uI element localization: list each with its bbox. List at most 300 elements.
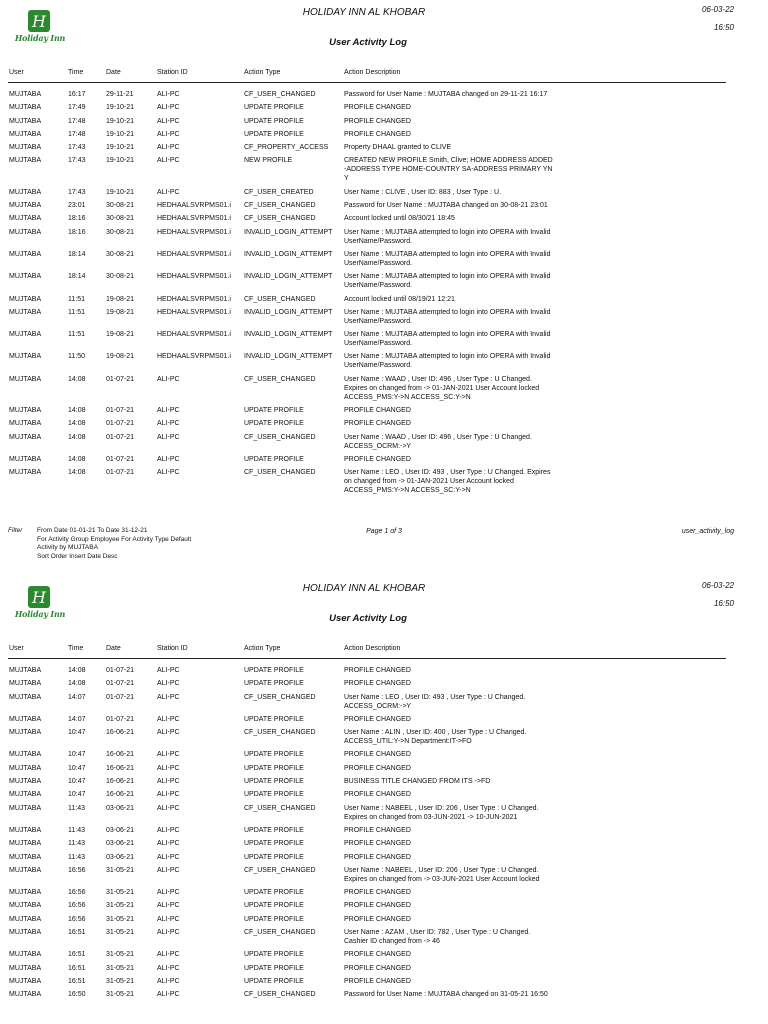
table-row bbox=[0, 901, 768, 914]
cell-station: ALI-PC bbox=[157, 188, 180, 196]
table-row bbox=[0, 156, 768, 187]
cell-time: 16:56 bbox=[68, 915, 86, 923]
cell-user: MUJTABA bbox=[9, 273, 42, 281]
cell-user: MUJTABA bbox=[9, 144, 42, 152]
cell-action-type: UPDATE PROFILE bbox=[244, 715, 304, 723]
cell-action-type: UPDATE PROFILE bbox=[244, 853, 304, 861]
cell-date: 19-08-21 bbox=[106, 353, 135, 361]
cell-description: User Name : MUJTABA attempted to login into OPERA with Invalid UserName/Password. bbox=[344, 308, 551, 325]
cell-description: User Name : WAAD , User ID: 496 , User Type : U Changed. ACCESS_OCRM:->Y bbox=[344, 433, 532, 450]
cell-action-type: CF_USER_CHANGED bbox=[244, 729, 316, 737]
page-number: Page 1 of 3 bbox=[366, 528, 402, 535]
svg-text:H: H bbox=[32, 12, 46, 31]
table-row bbox=[0, 666, 768, 679]
cell-time: 16:17 bbox=[68, 91, 86, 98]
cell-description: User Name : AZAM , User ID: 782 , User Type : U Changed. Cashier ID changed from -> 46 bbox=[344, 929, 531, 946]
cell-date: 01-07-21 bbox=[106, 693, 135, 701]
cell-time: 16:56 bbox=[68, 889, 86, 897]
table-row bbox=[0, 419, 768, 432]
cell-action-type: UPDATE PROFILE bbox=[244, 951, 304, 959]
header-divider bbox=[8, 82, 726, 83]
table-row bbox=[0, 295, 768, 308]
cell-date: 31-05-21 bbox=[106, 866, 135, 874]
cell-action-type: CF_USER_CHANGED bbox=[244, 693, 316, 701]
cell-time: 10:47 bbox=[68, 791, 86, 799]
cell-station: ALI-PC bbox=[157, 866, 180, 874]
cell-action-type: CF_USER_CHANGED bbox=[244, 469, 316, 477]
cell-date: 01-07-21 bbox=[106, 375, 135, 383]
cell-user: MUJTABA bbox=[9, 130, 42, 138]
table-row bbox=[0, 728, 768, 750]
cell-description: User Name : CLIVE , User ID: 883 , User Type : U. bbox=[344, 188, 502, 196]
cell-action-type: UPDATE PROFILE bbox=[244, 680, 304, 688]
table-row bbox=[0, 750, 768, 763]
cell-time: 11:43 bbox=[68, 804, 85, 812]
cell-user: MUJTABA bbox=[9, 764, 42, 772]
print-date: 06-03-22 bbox=[701, 581, 734, 590]
cell-user: MUJTABA bbox=[9, 889, 42, 897]
cell-description: PROFILE CHANGED bbox=[344, 104, 411, 112]
cell-action-type: UPDATE PROFILE bbox=[244, 826, 304, 834]
cell-action-type: UPDATE PROFILE bbox=[244, 751, 304, 759]
cell-station: ALI-PC bbox=[157, 951, 180, 959]
cell-time: 18:16 bbox=[68, 228, 86, 236]
cell-date: 01-07-21 bbox=[106, 420, 135, 428]
filter-line: Activity by MUJTABA bbox=[37, 544, 98, 551]
cell-time: 16:51 bbox=[68, 951, 86, 959]
cell-action-type: NEW PROFILE bbox=[244, 157, 293, 165]
cell-user: MUJTABA bbox=[9, 308, 42, 316]
table-row bbox=[0, 117, 768, 130]
cell-date: 19-10-21 bbox=[106, 104, 135, 112]
filter-line: For Activity Group Employee For Activity Type Default bbox=[37, 535, 192, 543]
cell-station: HEDHAALSVRPMS01.i bbox=[157, 273, 231, 281]
cell-date: 01-07-21 bbox=[106, 667, 135, 674]
cell-date: 03-06-21 bbox=[106, 840, 135, 848]
cell-description: User Name : NABEEL , User ID: 206 , User Type : U Changed. Expires on changed from -> 03-JUN-2021 User Account locked bbox=[344, 866, 540, 883]
cell-time: 11:51 bbox=[68, 308, 85, 316]
cell-user: MUJTABA bbox=[9, 951, 42, 959]
cell-date: 19-08-21 bbox=[106, 295, 135, 303]
cell-description: User Name : LEO , User ID: 493 , User Type : U Changed. ACCESS_OCRM:->Y bbox=[344, 693, 526, 710]
svg-text:H: H bbox=[32, 588, 46, 607]
cell-date: 01-07-21 bbox=[106, 680, 135, 688]
cell-action-type: UPDATE PROFILE bbox=[244, 764, 304, 772]
table-row bbox=[0, 990, 768, 1003]
cell-time: 14:08 bbox=[68, 375, 86, 383]
cell-action-type: CF_USER_CHANGED bbox=[244, 295, 316, 303]
cell-user: MUJTABA bbox=[9, 991, 42, 999]
cell-action-type: CF_USER_CHANGED bbox=[244, 991, 316, 999]
cell-user: MUJTABA bbox=[9, 866, 42, 874]
cell-action-type: UPDATE PROFILE bbox=[244, 778, 304, 786]
cell-user: MUJTABA bbox=[9, 693, 42, 701]
cell-user: MUJTABA bbox=[9, 804, 42, 812]
cell-description: Property DHAAL granted to CLIVE bbox=[344, 144, 452, 152]
cell-description: User Name : NABEEL , User ID: 206 , User Type : U Changed. Expires on changed from 03-JUN-2021 -> 10-JUN-2021 bbox=[344, 804, 539, 821]
cell-date: 19-10-21 bbox=[106, 144, 135, 152]
cell-description: PROFILE CHANGED bbox=[344, 840, 411, 848]
col-desc: Action Description bbox=[344, 69, 401, 76]
cell-description: PROFILE CHANGED bbox=[344, 902, 411, 910]
cell-station: ALI-PC bbox=[157, 977, 180, 985]
cell-station: ALI-PC bbox=[157, 929, 180, 937]
col-time: Time bbox=[68, 69, 84, 76]
table-row bbox=[0, 839, 768, 852]
cell-action-type: CF_USER_CHANGED bbox=[244, 804, 316, 812]
cell-action-type: UPDATE PROFILE bbox=[244, 889, 304, 897]
cell-action-type: INVALID_LOGIN_ATTEMPT bbox=[244, 273, 333, 281]
cell-station: HEDHAALSVRPMS01.i bbox=[157, 228, 231, 236]
table-row bbox=[0, 352, 768, 374]
cell-user: MUJTABA bbox=[9, 853, 42, 861]
table-row bbox=[0, 455, 768, 468]
cell-date: 01-07-21 bbox=[106, 455, 135, 463]
cell-date: 03-06-21 bbox=[106, 853, 135, 861]
cell-user: MUJTABA bbox=[9, 977, 42, 985]
cell-description: Password for User Name : MUJTABA changed on 31-05-21 16:50 bbox=[344, 991, 548, 999]
cell-date: 03-06-21 bbox=[106, 826, 135, 834]
cell-user: MUJTABA bbox=[9, 826, 42, 834]
cell-station: ALI-PC bbox=[157, 680, 180, 688]
cell-time: 14:07 bbox=[68, 715, 86, 723]
report-title: User Activity Log bbox=[329, 613, 407, 624]
cell-time: 11:43 bbox=[68, 840, 85, 848]
cell-action-type: UPDATE PROFILE bbox=[244, 902, 304, 910]
cell-description: PROFILE CHANGED bbox=[344, 420, 411, 428]
cell-station: HEDHAALSVRPMS01.i bbox=[157, 308, 231, 316]
cell-date: 19-08-21 bbox=[106, 308, 135, 316]
cell-time: 14:08 bbox=[68, 469, 86, 477]
table-row bbox=[0, 406, 768, 419]
activity-table bbox=[0, 90, 768, 500]
table-row bbox=[0, 915, 768, 928]
cell-time: 14:08 bbox=[68, 407, 86, 415]
cell-date: 31-05-21 bbox=[106, 889, 135, 897]
activity-table bbox=[0, 666, 768, 1004]
cell-user: MUJTABA bbox=[9, 433, 42, 441]
cell-date: 16-06-21 bbox=[106, 764, 135, 772]
cell-date: 31-05-21 bbox=[106, 902, 135, 910]
cell-station: ALI-PC bbox=[157, 791, 180, 799]
cell-action-type: INVALID_LOGIN_ATTEMPT bbox=[244, 353, 333, 361]
cell-action-type: CF_USER_CHANGED bbox=[244, 929, 316, 937]
cell-station: ALI-PC bbox=[157, 693, 180, 701]
cell-action-type: CF_USER_CHANGED bbox=[244, 215, 316, 223]
cell-action-type: CF_USER_CREATED bbox=[244, 188, 314, 196]
print-date: 06-03-22 bbox=[701, 5, 734, 14]
cell-station: ALI-PC bbox=[157, 455, 180, 463]
cell-description: User Name : MUJTABA attempted to login into OPERA with Invalid UserName/Password. bbox=[344, 273, 551, 290]
cell-action-type: INVALID_LOGIN_ATTEMPT bbox=[244, 228, 333, 236]
cell-action-type: CF_USER_CHANGED bbox=[244, 866, 316, 874]
cell-time: 16:56 bbox=[68, 902, 86, 910]
cell-time: 17:43 bbox=[68, 157, 86, 165]
cell-description: User Name : MUJTABA attempted to login into OPERA with Invalid UserName/Password. bbox=[344, 228, 551, 245]
cell-description: User Name : MUJTABA attempted to login into OPERA with Invalid UserName/Password. bbox=[344, 353, 551, 370]
cell-user: MUJTABA bbox=[9, 228, 42, 236]
cell-user: MUJTABA bbox=[9, 680, 42, 688]
cell-station: ALI-PC bbox=[157, 729, 180, 737]
cell-user: MUJTABA bbox=[9, 729, 42, 737]
cell-user: MUJTABA bbox=[9, 420, 42, 428]
table-row bbox=[0, 228, 768, 250]
cell-time: 17:43 bbox=[68, 144, 86, 152]
cell-time: 17:49 bbox=[68, 104, 86, 112]
cell-action-type: UPDATE PROFILE bbox=[244, 977, 304, 985]
table-row bbox=[0, 866, 768, 888]
cell-station: ALI-PC bbox=[157, 130, 180, 138]
cell-time: 11:51 bbox=[68, 295, 85, 303]
table-row bbox=[0, 330, 768, 352]
logo-text: Holiday Inn bbox=[14, 33, 66, 43]
cell-time: 10:47 bbox=[68, 778, 86, 786]
col-date: Date bbox=[106, 645, 121, 652]
cell-action-type: UPDATE PROFILE bbox=[244, 455, 304, 463]
cell-date: 30-08-21 bbox=[106, 228, 135, 236]
cell-user: MUJTABA bbox=[9, 929, 42, 937]
cell-time: 11:43 bbox=[68, 853, 85, 861]
column-header bbox=[0, 69, 768, 81]
table-row bbox=[0, 790, 768, 803]
cell-date: 01-07-21 bbox=[106, 715, 135, 723]
cell-user: MUJTABA bbox=[9, 104, 42, 112]
cell-station: ALI-PC bbox=[157, 469, 180, 477]
cell-station: ALI-PC bbox=[157, 889, 180, 897]
table-row bbox=[0, 777, 768, 790]
cell-user: MUJTABA bbox=[9, 964, 42, 972]
cell-user: MUJTABA bbox=[9, 407, 42, 415]
cell-station: ALI-PC bbox=[157, 91, 180, 98]
cell-station: ALI-PC bbox=[157, 407, 180, 415]
cell-description: Account locked until 08/19/21 12:21 bbox=[344, 295, 455, 303]
cell-user: MUJTABA bbox=[9, 455, 42, 463]
cell-action-type: UPDATE PROFILE bbox=[244, 420, 304, 428]
cell-description: PROFILE CHANGED bbox=[344, 715, 411, 723]
cell-time: 18:14 bbox=[68, 250, 86, 258]
table-row bbox=[0, 679, 768, 692]
cell-station: ALI-PC bbox=[157, 826, 180, 834]
cell-action-type: CF_USER_CHANGED bbox=[244, 375, 316, 383]
cell-action-type: UPDATE PROFILE bbox=[244, 791, 304, 799]
table-row bbox=[0, 143, 768, 156]
cell-user: MUJTABA bbox=[9, 375, 42, 383]
col-time: Time bbox=[68, 645, 84, 652]
cell-user: MUJTABA bbox=[9, 295, 42, 303]
cell-station: ALI-PC bbox=[157, 375, 180, 383]
cell-time: 16:56 bbox=[68, 866, 86, 874]
cell-station: ALI-PC bbox=[157, 667, 180, 674]
cell-user: MUJTABA bbox=[9, 157, 42, 165]
cell-station: HEDHAALSVRPMS01.i bbox=[157, 250, 231, 258]
cell-description: PROFILE CHANGED bbox=[344, 455, 411, 463]
cell-description: PROFILE CHANGED bbox=[344, 130, 411, 138]
cell-action-type: UPDATE PROFILE bbox=[244, 104, 304, 112]
table-row bbox=[0, 214, 768, 227]
table-row bbox=[0, 103, 768, 116]
cell-user: MUJTABA bbox=[9, 791, 42, 799]
cell-time: 16:50 bbox=[68, 991, 86, 999]
cell-time: 17:43 bbox=[68, 188, 86, 196]
cell-user: MUJTABA bbox=[9, 331, 42, 339]
cell-user: MUJTABA bbox=[9, 188, 42, 196]
cell-description: PROFILE CHANGED bbox=[344, 826, 411, 834]
cell-station: ALI-PC bbox=[157, 764, 180, 772]
cell-user: MUJTABA bbox=[9, 215, 42, 223]
table-row bbox=[0, 928, 768, 950]
cell-action-type: UPDATE PROFILE bbox=[244, 117, 304, 125]
cell-description: User Name : MUJTABA attempted to login into OPERA with Invalid UserName/Password. bbox=[344, 250, 551, 267]
cell-description: Password for User Name : MUJTABA changed on 30-08-21 23:01 bbox=[344, 202, 548, 210]
cell-time: 14:08 bbox=[68, 433, 86, 441]
cell-date: 31-05-21 bbox=[106, 929, 135, 937]
table-row bbox=[0, 853, 768, 866]
table-row bbox=[0, 977, 768, 990]
cell-time: 16:51 bbox=[68, 977, 86, 985]
cell-date: 19-10-21 bbox=[106, 117, 135, 125]
cell-time: 16:51 bbox=[68, 964, 86, 972]
cell-date: 01-07-21 bbox=[106, 407, 135, 415]
cell-description: User Name : ALIN , User ID: 400 , User Type : U Changed. ACCESS_UTIL:Y->N Department:IT->FO bbox=[344, 729, 527, 746]
table-row bbox=[0, 201, 768, 214]
cell-action-type: CF_USER_CHANGED bbox=[244, 91, 316, 98]
cell-station: ALI-PC bbox=[157, 902, 180, 910]
cell-time: 14:07 bbox=[68, 693, 86, 701]
cell-date: 19-10-21 bbox=[106, 130, 135, 138]
cell-station: ALI-PC bbox=[157, 853, 180, 861]
cell-action-type: UPDATE PROFILE bbox=[244, 915, 304, 923]
cell-time: 16:51 bbox=[68, 929, 86, 937]
cell-description: PROFILE CHANGED bbox=[344, 964, 411, 972]
table-row bbox=[0, 950, 768, 963]
cell-station: ALI-PC bbox=[157, 157, 180, 165]
cell-description: PROFILE CHANGED bbox=[344, 764, 411, 772]
cell-station: HEDHAALSVRPMS01.i bbox=[157, 202, 231, 210]
cell-station: ALI-PC bbox=[157, 715, 180, 723]
cell-station: ALI-PC bbox=[157, 840, 180, 848]
cell-user: MUJTABA bbox=[9, 902, 42, 910]
logo-text: Holiday Inn bbox=[14, 609, 66, 619]
cell-user: MUJTABA bbox=[9, 353, 42, 361]
cell-description: PROFILE CHANGED bbox=[344, 667, 411, 674]
cell-action-type: CF_PROPERTY_ACCESS bbox=[244, 144, 329, 152]
cell-date: 16-06-21 bbox=[106, 791, 135, 799]
cell-description: PROFILE CHANGED bbox=[344, 791, 411, 799]
header-divider bbox=[8, 658, 726, 659]
cell-time: 23:01 bbox=[68, 202, 86, 210]
column-header bbox=[0, 645, 768, 657]
col-user: User bbox=[9, 645, 24, 652]
cell-time: 10:47 bbox=[68, 764, 86, 772]
cell-station: ALI-PC bbox=[157, 420, 180, 428]
cell-action-type: INVALID_LOGIN_ATTEMPT bbox=[244, 250, 333, 258]
cell-description: Password for User Name : MUJTABA changed on 29-11-21 16:17 bbox=[344, 91, 548, 98]
table-row bbox=[0, 693, 768, 715]
col-station: Station ID bbox=[157, 645, 188, 652]
filter-line: Sort Order Insert Date Desc bbox=[37, 552, 118, 560]
cell-station: ALI-PC bbox=[157, 915, 180, 923]
cell-time: 11:43 bbox=[68, 826, 85, 834]
cell-action-type: INVALID_LOGIN_ATTEMPT bbox=[244, 331, 333, 339]
cell-user: MUJTABA bbox=[9, 840, 42, 848]
cell-station: ALI-PC bbox=[157, 991, 180, 999]
cell-date: 31-05-21 bbox=[106, 915, 135, 923]
cell-time: 11:50 bbox=[68, 353, 85, 361]
table-row bbox=[0, 888, 768, 901]
col-desc: Action Description bbox=[344, 645, 401, 652]
cell-station: HEDHAALSVRPMS01.i bbox=[157, 215, 231, 223]
table-row bbox=[0, 826, 768, 839]
table-row bbox=[0, 188, 768, 201]
cell-user: MUJTABA bbox=[9, 117, 42, 125]
cell-time: 14:08 bbox=[68, 680, 86, 688]
col-station: Station ID bbox=[157, 69, 188, 76]
table-row bbox=[0, 764, 768, 777]
table-row bbox=[0, 375, 768, 406]
table-row bbox=[0, 468, 768, 499]
table-row bbox=[0, 433, 768, 455]
cell-time: 14:08 bbox=[68, 667, 86, 674]
cell-station: HEDHAALSVRPMS01.i bbox=[157, 295, 231, 303]
report-page-2 bbox=[0, 576, 768, 1024]
cell-time: 14:08 bbox=[68, 455, 86, 463]
hotel-name: HOLIDAY INN AL KHOBAR bbox=[302, 7, 426, 18]
cell-description: PROFILE CHANGED bbox=[344, 117, 411, 125]
print-time: 16:50 bbox=[713, 599, 734, 608]
cell-description: PROFILE CHANGED bbox=[344, 751, 411, 759]
table-row bbox=[0, 804, 768, 826]
cell-description: PROFILE CHANGED bbox=[344, 951, 411, 959]
cell-time: 18:16 bbox=[68, 215, 86, 223]
cell-description: User Name : WAAD , User ID: 496 , User Type : U Changed. Expires on changed from -> 01-JAN-2021 User Account locked ACCESS_PMS:Y->N ACCESS_SC:Y->N bbox=[344, 375, 540, 401]
col-date: Date bbox=[106, 69, 121, 76]
cell-date: 30-08-21 bbox=[106, 202, 135, 210]
cell-description: PROFILE CHANGED bbox=[344, 889, 411, 897]
table-row bbox=[0, 715, 768, 728]
cell-station: ALI-PC bbox=[157, 104, 180, 112]
col-user: User bbox=[9, 69, 24, 76]
cell-description: User Name : MUJTABA attempted to login into OPERA with Invalid UserName/Password. bbox=[344, 331, 551, 348]
cell-date: 01-07-21 bbox=[106, 469, 135, 477]
cell-date: 30-08-21 bbox=[106, 250, 135, 258]
cell-user: MUJTABA bbox=[9, 915, 42, 923]
cell-station: ALI-PC bbox=[157, 804, 180, 812]
cell-description: PROFILE CHANGED bbox=[344, 407, 411, 415]
cell-date: 30-08-21 bbox=[106, 273, 135, 281]
report-id: user_activity_log bbox=[681, 528, 734, 535]
cell-action-type: UPDATE PROFILE bbox=[244, 130, 304, 138]
cell-date: 31-05-21 bbox=[106, 977, 135, 985]
table-row bbox=[0, 272, 768, 294]
cell-date: 16-06-21 bbox=[106, 751, 135, 759]
cell-user: MUJTABA bbox=[9, 202, 42, 210]
cell-date: 03-06-21 bbox=[106, 804, 135, 812]
cell-action-type: UPDATE PROFILE bbox=[244, 840, 304, 848]
filter-line: From Date 01-01-21 To Date 31-12-21 bbox=[37, 527, 148, 534]
cell-date: 31-05-21 bbox=[106, 951, 135, 959]
cell-description: BUSINESS TITLE CHANGED FROM ITS ->FD bbox=[344, 778, 491, 786]
cell-user: MUJTABA bbox=[9, 667, 42, 674]
cell-action-type: CF_USER_CHANGED bbox=[244, 433, 316, 441]
cell-time: 17:48 bbox=[68, 117, 86, 125]
cell-date: 16-06-21 bbox=[106, 729, 135, 737]
cell-action-type: CF_USER_CHANGED bbox=[244, 202, 316, 210]
cell-date: 16-06-21 bbox=[106, 778, 135, 786]
cell-station: ALI-PC bbox=[157, 117, 180, 125]
cell-action-type: UPDATE PROFILE bbox=[244, 667, 304, 674]
cell-user: MUJTABA bbox=[9, 91, 42, 98]
cell-date: 01-07-21 bbox=[106, 433, 135, 441]
